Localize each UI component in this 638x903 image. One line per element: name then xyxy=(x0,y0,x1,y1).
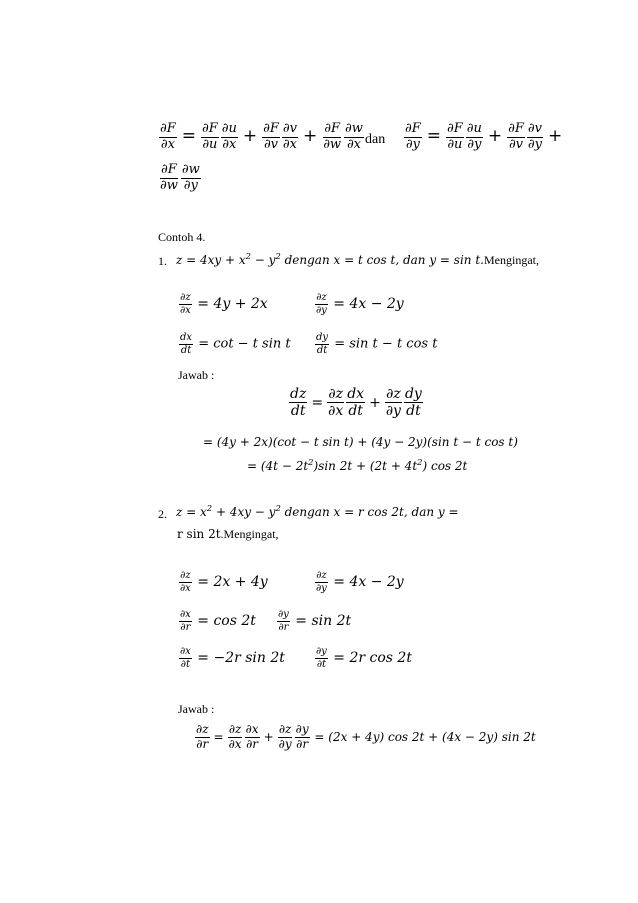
ex1-result-line: = $(4t - 2t^2)\sin$ $2t + (2t + 4t^2)$ cos 2t xyxy=(247,457,468,473)
fraction: $\frac{dy}{dt}$ xyxy=(404,386,422,420)
fraction: $\frac{\partial F}{\partial v}$ xyxy=(263,121,279,152)
ex2-jawab-label: Jawab : xyxy=(178,702,215,716)
example-2-statement: $z = x^2 + 4xy - y^2$ dengan x = r cos 2t, dan y = xyxy=(176,503,459,519)
ex1-expansion-line: = (4y + 2x)(cot − t sin t) + (4y − 2y)(sin t − t cos t) xyxy=(203,435,518,449)
fraction: $\frac{\partial z}{\partial y}$ xyxy=(316,570,327,594)
fraction: $\frac{\partial x}{\partial r}$ xyxy=(180,609,191,633)
fraction: $\frac{\partial z}{\partial x}$ xyxy=(228,722,242,751)
fraction: $\frac{dx}{dt}$ xyxy=(347,386,365,420)
ex1-derivative-dydt: $\frac{dy}{dt}$ = sin t − t cos t xyxy=(316,332,438,356)
fraction: $\frac{\partial u}{\partial x}$ xyxy=(221,121,237,152)
dan-word: dan xyxy=(365,132,386,147)
ex2-derivative-dzdy: $\frac{\partial z}{\partial y}$ = 4x − 2y xyxy=(316,570,404,594)
dfdy-fraction: $\frac{\partial F}{\partial y}$ xyxy=(405,121,421,152)
example-heading: Contoh 4. xyxy=(158,230,206,244)
fraction: $\frac{\partial z}{\partial x}$ xyxy=(180,292,191,316)
chain-rule-formula: $\frac{\partial F}{\partial x}$ = $\frac{\partial F}{\partial u}$ $\frac{\partial u}{\partial x}$ + $\frac{\partial F}{\partial v}$ $\frac{\partial v}{\partial x}$ + $\frac{\partial F}{\partial w}$ $\frac{\partial w}{\partial x}$ xyxy=(160,121,363,152)
fraction: $\frac{\partial F}{\partial w}$ xyxy=(323,121,342,152)
fraction: $\frac{dx}{dt}$ xyxy=(180,332,193,356)
fraction: $\frac{dz}{dt}$ xyxy=(290,386,307,420)
example-1-statement: $z = 4xy + x^2 - y^2$ dengan x = t cos t, dan y = sin t.Mengingat, xyxy=(176,251,539,267)
ex2-derivative-dydt: $\frac{\partial y}{\partial t}$ = 2r cos 2t xyxy=(316,646,412,670)
fraction: $\frac{\partial z}{\partial r}$ xyxy=(196,722,209,751)
fraction: $\frac{\partial z}{\partial x}$ xyxy=(180,570,191,594)
fraction: $\frac{\partial v}{\partial x}$ xyxy=(282,121,297,152)
fraction: $\frac{\partial F}{\partial v}$ xyxy=(508,121,524,152)
fraction: $\frac{\partial F}{\partial w}$ xyxy=(160,162,178,193)
fraction: $\frac{\partial x}{\partial t}$ xyxy=(180,646,191,670)
ex2-derivative-dxdr: $\frac{\partial x}{\partial r}$ = cos 2t xyxy=(180,609,256,633)
chain-rule-formula-cont xyxy=(158,163,202,194)
fraction: $\frac{\partial F}{\partial u}$ xyxy=(202,121,218,152)
ex2-chain-rule: $\frac{\partial z}{\partial r}$ = $\frac{\partial z}{\partial x}$ $\frac{\partial x}{\partial r}$ + $\frac{\partial z}{\partial y}$ $\frac{\partial y}{\partial r}$ = (2x + 4y) cos 2t + (4x − 2y) sin 2t xyxy=(196,722,536,751)
example-2-number: 2. xyxy=(158,507,167,521)
fraction: $\frac{\partial x}{\partial r}$ xyxy=(245,722,259,751)
fraction: $\frac{\partial z}{\partial y}$ xyxy=(316,292,327,316)
ex1-jawab-label: Jawab : xyxy=(178,368,215,382)
fraction: $\frac{\partial w}{\partial x}$ xyxy=(345,121,363,152)
example-1-number: 1. xyxy=(158,254,167,268)
ex2-derivative-dydr: $\frac{\partial y}{\partial r}$ = sin 2t xyxy=(278,609,352,633)
fraction: $\frac{\partial z}{\partial y}$ xyxy=(385,386,401,420)
ex2-derivative-dxdt: $\frac{\partial x}{\partial t}$ = −2r sin 2t xyxy=(180,646,285,670)
fraction: $\frac{\partial v}{\partial y}$ xyxy=(527,121,542,152)
fraction: $\frac{\partial u}{\partial y}$ xyxy=(466,121,482,152)
ex1-derivative-dzdx: $\frac{\partial z}{\partial x}$ = 4y + 2x xyxy=(180,292,268,316)
chain-rule-formula-y: $\frac{\partial F}{\partial y}$ = $\frac{\partial F}{\partial u}$ $\frac{\partial u}{\partial y}$ + $\frac{\partial F}{\partial v}$ $\frac{\partial v}{\partial y}$ + xyxy=(405,121,563,152)
fraction: $\frac{\partial z}{\partial x}$ xyxy=(328,386,344,420)
fraction: $\frac{\partial y}{\partial t}$ xyxy=(316,646,327,670)
ex1-chain-rule: $\frac{dz}{dt}$ = $\frac{\partial z}{\partial x}$ $\frac{dx}{dt}$ + $\frac{\partial z}{\partial y}$ $\frac{dy}{dt}$ xyxy=(290,386,422,420)
fraction: $\frac{\partial F}{\partial u}$ xyxy=(447,121,463,152)
fraction: $\frac{\partial w}{\partial y}$ xyxy=(181,162,200,193)
fraction: $\frac{\partial y}{\partial r}$ xyxy=(295,722,309,751)
fraction: $\frac{\partial z}{\partial y}$ xyxy=(278,722,292,751)
fraction: $\frac{\partial y}{\partial r}$ xyxy=(278,609,289,633)
ex1-derivative-dzdy: $\frac{\partial z}{\partial y}$ = 4x − 2y xyxy=(316,292,404,316)
fraction: $\frac{dy}{dt}$ xyxy=(316,332,329,356)
ex2-derivative-dzdx: $\frac{\partial z}{\partial x}$ = 2x + 4y xyxy=(180,570,268,594)
ex1-derivative-dxdt: $\frac{dx}{dt}$ = cot − t sin t xyxy=(180,332,291,356)
dfdx-fraction: $\frac{\partial F}{\partial x}$ xyxy=(160,121,176,152)
example-2-statement-cont: r sin 2t.Mengingat, xyxy=(177,527,279,541)
